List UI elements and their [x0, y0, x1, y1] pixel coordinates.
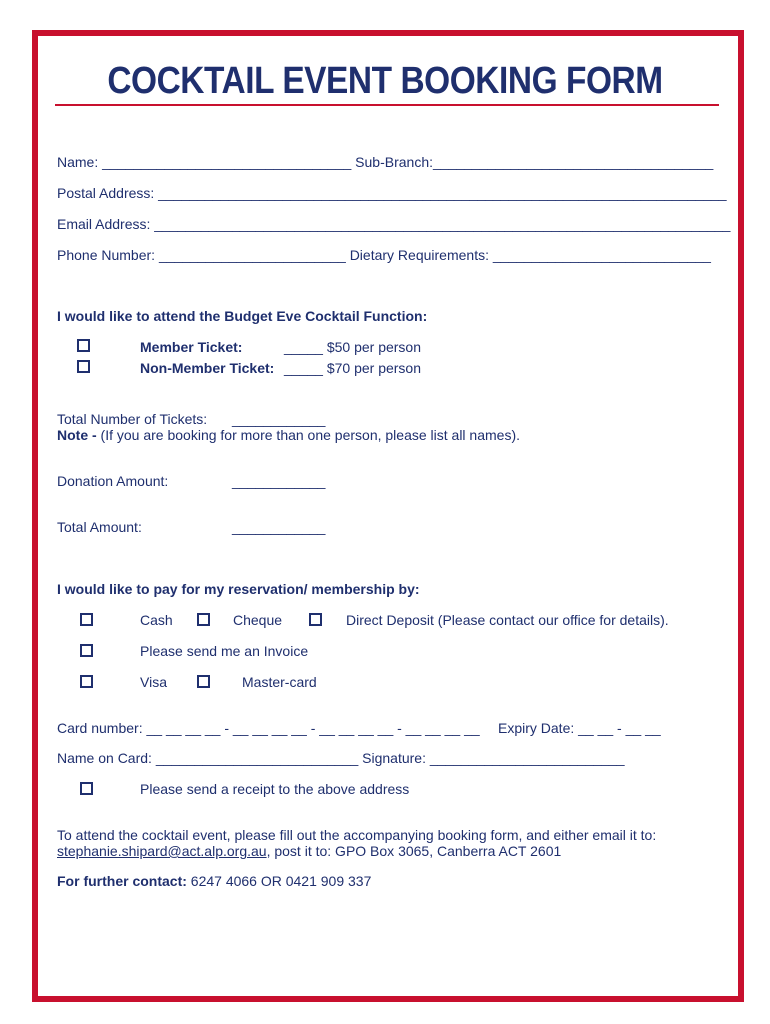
- direct-deposit-checkbox[interactable]: [309, 613, 322, 626]
- receipt-checkbox[interactable]: [80, 782, 93, 795]
- contact-email-link[interactable]: stephanie.shipard@act.alp.org.au: [57, 843, 267, 859]
- name-subbranch-field[interactable]: Name: ________________________________ Sub-Branch:____________________________________: [57, 154, 714, 170]
- invoice-label: Please send me an Invoice: [140, 643, 309, 659]
- total-amount-input[interactable]: ____________: [232, 519, 326, 535]
- total-tickets-label: Total Number of Tickets:: [57, 411, 208, 427]
- cash-label: Cash: [140, 612, 173, 628]
- payment-heading: I would like to pay for my reservation/ membership by:: [57, 581, 420, 597]
- total-amount-label: Total Amount:: [57, 519, 142, 535]
- note-label: Note -: [57, 427, 97, 443]
- postal-address-field[interactable]: Postal Address: _________________________________________________________________________: [57, 185, 727, 201]
- direct-deposit-label: Direct Deposit (Please contact our office for details).: [346, 612, 669, 628]
- note-text: (If you are booking for more than one person, please list all names).: [96, 427, 521, 443]
- email-address-field[interactable]: Email Address: __________________________________________________________________________: [57, 216, 731, 232]
- mastercard-label: Master-card: [242, 674, 317, 690]
- donation-label: Donation Amount:: [57, 473, 169, 489]
- receipt-label: Please send a receipt to the above address: [140, 781, 410, 797]
- instructions-text: To attend the cocktail event, please fill out the accompanying booking form, and either email it to:: [57, 827, 657, 843]
- donation-input[interactable]: ____________: [232, 473, 326, 489]
- total-tickets-input[interactable]: ____________: [232, 411, 326, 427]
- instructions-address: [57, 843, 561, 859]
- mastercard-checkbox[interactable]: [197, 675, 210, 688]
- title-divider: [55, 104, 719, 106]
- name-signature-field[interactable]: Name on Card: __________________________ Signature: _________________________: [57, 750, 625, 766]
- cash-checkbox[interactable]: [80, 613, 93, 626]
- member-ticket-price[interactable]: _____ $50 per person: [284, 339, 421, 355]
- contact-label: For further contact:: [57, 873, 187, 889]
- phone-dietary-field[interactable]: Phone Number: ________________________ Dietary Requirements: ____________________________: [57, 247, 711, 263]
- nonmember-ticket-price[interactable]: _____ $70 per person: [284, 360, 421, 376]
- nonmember-ticket-checkbox[interactable]: [77, 360, 90, 373]
- visa-checkbox[interactable]: [80, 675, 93, 688]
- function-heading: I would like to attend the Budget Eve Cocktail Function:: [57, 308, 428, 324]
- booking-note: [57, 427, 520, 443]
- cheque-checkbox[interactable]: [197, 613, 210, 626]
- member-ticket-label: Member Ticket:: [140, 339, 243, 355]
- member-ticket-checkbox[interactable]: [77, 339, 90, 352]
- visa-label: Visa: [140, 674, 167, 690]
- page-title: COCKTAIL EVENT BOOKING FORM: [107, 60, 663, 102]
- invoice-checkbox[interactable]: [80, 644, 93, 657]
- card-number-field[interactable]: Card number: __ __ __ __ - __ __ __ __ - __ __ __ __ - __ __ __ __: [57, 720, 480, 736]
- expiry-date-field[interactable]: Expiry Date: __ __ - __ __: [498, 720, 661, 736]
- further-contact: [57, 873, 371, 889]
- nonmember-ticket-label: Non-Member Ticket:: [140, 360, 275, 376]
- cheque-label: Cheque: [233, 612, 283, 628]
- postal-instructions: , post it to: GPO Box 3065, Canberra ACT 2601: [266, 843, 562, 859]
- contact-phone: 6247 4066 OR 0421 909 337: [186, 873, 372, 889]
